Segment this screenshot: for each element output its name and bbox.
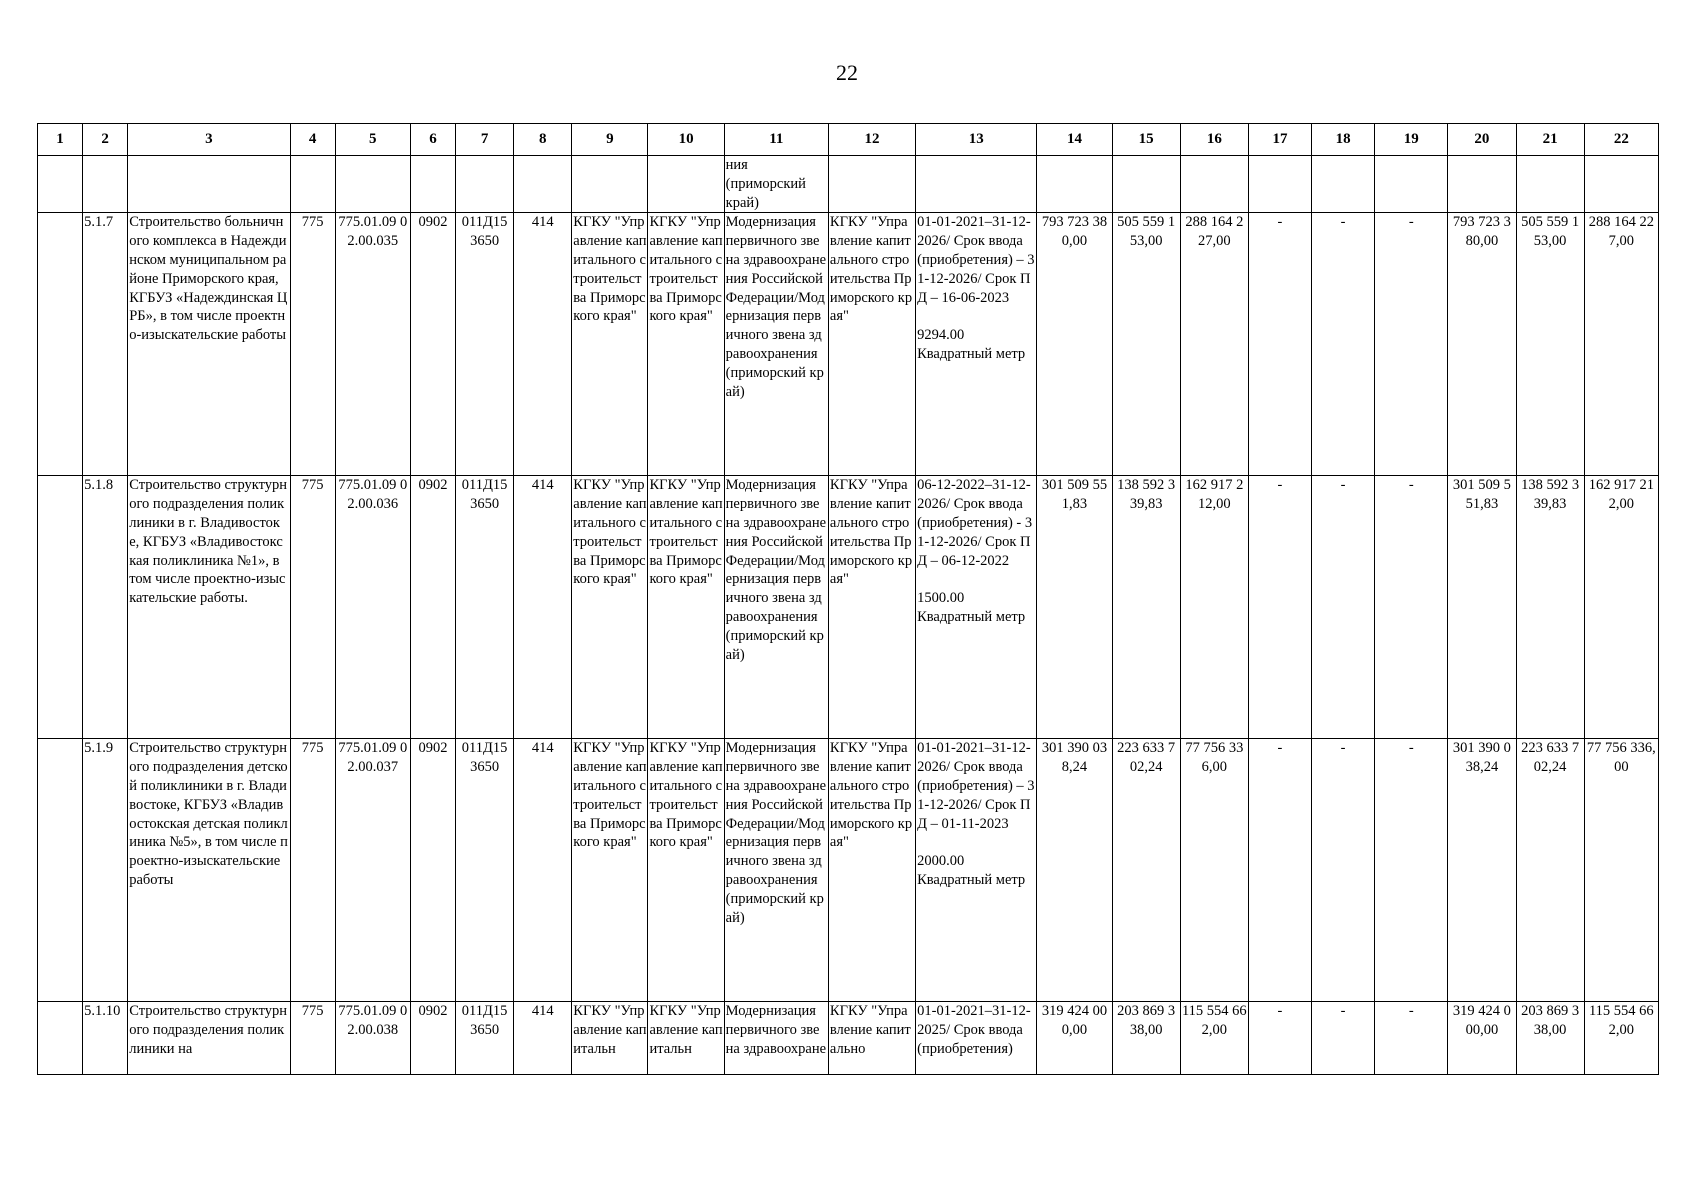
table-cell: [514, 739, 572, 1002]
table-cell: [290, 1002, 335, 1075]
table-cell: [1248, 156, 1311, 213]
header-cell: 3: [128, 124, 290, 156]
cell-text: -: [1408, 1003, 1414, 1020]
cell-text: 775: [301, 740, 324, 757]
table-cell: [648, 156, 724, 213]
table-cell: [1037, 476, 1112, 739]
cell-text: 775.01.09 02.00.038: [338, 1003, 408, 1039]
header-cell: 4: [290, 124, 335, 156]
table-cell: [572, 739, 648, 1002]
cell-text: 203 869 338,00: [1521, 1003, 1580, 1039]
header-cell: 5: [335, 124, 410, 156]
continuation-row: [38, 156, 1659, 213]
header-cell: 10: [648, 124, 724, 156]
table-cell: [1037, 739, 1112, 1002]
cell-text: 01-01-2021–31-12-2026/ Срок ввода (приобретения) – 31-12-2026/ Срок ПД – 16-06-2023 9294.00 Квадратный метр: [917, 214, 1035, 362]
cell-text: -: [1340, 214, 1346, 231]
cell-text: ния (приморский край): [725, 157, 806, 211]
header-cell: 13: [916, 124, 1037, 156]
table-cell: [1112, 156, 1180, 213]
table-cell: [724, 156, 828, 213]
table-cell: [1584, 476, 1658, 739]
table-cell: [410, 739, 455, 1002]
table-cell: [916, 213, 1037, 476]
table-cell: [514, 1002, 572, 1075]
cell-text: Строительство структурного подразделения детской поликлиники в г. Владивостоке, КГБУЗ «Владивостокская детская поликлиника №5», в том числе проектно-изыскательские работы: [129, 740, 288, 888]
table-cell: [335, 739, 410, 1002]
cell-text: КГКУ "Управление капитальн: [573, 1003, 647, 1057]
table-cell: [572, 476, 648, 739]
table-row: [38, 213, 1659, 476]
table-cell: [128, 476, 290, 739]
header-cell: 17: [1248, 124, 1311, 156]
cell-text: 319 424 000,00: [1041, 1003, 1108, 1039]
table-cell: [456, 476, 514, 739]
header-cell: 16: [1180, 124, 1248, 156]
cell-text: 775: [301, 214, 324, 231]
table-cell: [128, 739, 290, 1002]
table-cell: [1180, 156, 1248, 213]
header-cell: 22: [1584, 124, 1658, 156]
table-cell: [1312, 156, 1375, 213]
cell-text: -: [1408, 477, 1414, 494]
table-cell: [828, 1002, 915, 1075]
cell-text: 115 554 662,00: [1588, 1003, 1654, 1039]
cell-text: Модернизация первичного звена здравоохранения Российской Федерации/Модернизация первичного звена здравоохранения (приморский край): [725, 214, 827, 400]
table-cell: [648, 213, 724, 476]
cell-text: 162 917 212,00: [1588, 477, 1654, 513]
header-cell: 9: [572, 124, 648, 156]
table-cell: [724, 1002, 828, 1075]
table-cell: [38, 739, 83, 1002]
table-cell: [1112, 1002, 1180, 1075]
cell-text: КГКУ "Управление капитального строительства Приморского края": [573, 740, 647, 851]
cell-text: -: [1277, 1003, 1283, 1020]
cell-text: 01-01-2021–31-12-2026/ Срок ввода (приобретения) – 31-12-2026/ Срок ПД – 01-11-2023 2000.00 Квадратный метр: [917, 740, 1035, 888]
cell-text: 5.1.10: [84, 1003, 121, 1020]
table-cell: [290, 213, 335, 476]
table-cell: [1248, 213, 1311, 476]
table-cell: [290, 476, 335, 739]
cell-text: Модернизация первичного звена здравоохранения Российской Федерации/Модернизация первичного звена здравоохранения (приморский край): [725, 740, 827, 926]
table-cell: [724, 476, 828, 739]
cell-text: Строительство структурного подразделения поликлиники в г. Владивостоке, КГБУЗ «Владивостокская поликлиника №1», в том числе проектно-изыскательские работы.: [129, 477, 288, 607]
cell-text: 775.01.09 02.00.035: [338, 214, 408, 250]
table-cell: [1448, 1002, 1516, 1075]
table-cell: [1448, 156, 1516, 213]
table-cell: [1516, 739, 1584, 1002]
cell-text: 0902: [418, 477, 448, 494]
table-cell: [1584, 739, 1658, 1002]
cell-text: -: [1277, 477, 1283, 494]
table-cell: [572, 1002, 648, 1075]
cell-text: 301 509 551,83: [1041, 477, 1108, 513]
cell-text: КГКУ "Управление капитального строительства Приморского края": [649, 477, 723, 588]
table-cell: [514, 476, 572, 739]
header-cell: 2: [83, 124, 128, 156]
cell-text: 775.01.09 02.00.037: [338, 740, 408, 776]
table-cell: [916, 156, 1037, 213]
header-cell: 11: [724, 124, 828, 156]
table-cell: [828, 156, 915, 213]
cell-text: 203 869 338,00: [1117, 1003, 1176, 1039]
header-cell: 14: [1037, 124, 1112, 156]
cell-text: 775.01.09 02.00.036: [338, 477, 408, 513]
header-row: [38, 124, 1659, 156]
table-row: [38, 1002, 1659, 1075]
table-cell: [1248, 739, 1311, 1002]
cell-text: 011Д15 3650: [461, 740, 511, 776]
cell-text: КГКУ "Управление капитального строительства Приморского края": [829, 740, 913, 851]
table-cell: [828, 213, 915, 476]
table-cell: [1375, 156, 1448, 213]
table-cell: [1516, 1002, 1584, 1075]
page-number: 22: [836, 60, 858, 85]
table-cell: [1584, 156, 1658, 213]
table-cell: [83, 213, 128, 476]
table-cell: [83, 156, 128, 213]
cell-text: 319 424 000,00: [1452, 1003, 1511, 1039]
header-cell: 8: [514, 124, 572, 156]
cell-text: 223 633 702,24: [1117, 740, 1176, 776]
table-cell: [1180, 476, 1248, 739]
cell-text: 775: [301, 1003, 324, 1020]
cell-text: 414: [531, 1003, 554, 1020]
header-cell: 15: [1112, 124, 1180, 156]
table-cell: [648, 476, 724, 739]
cell-text: 115 554 662,00: [1181, 1003, 1247, 1039]
table-cell: [724, 739, 828, 1002]
cell-text: 0902: [418, 1003, 448, 1020]
table-cell: [1112, 739, 1180, 1002]
header-cell: 21: [1516, 124, 1584, 156]
table-cell: [572, 213, 648, 476]
cell-text: -: [1340, 477, 1346, 494]
table-cell: [572, 156, 648, 213]
cell-text: 011Д15 3650: [461, 1003, 511, 1039]
table-cell: [128, 156, 290, 213]
cell-text: 162 917 212,00: [1185, 477, 1244, 513]
cell-text: 414: [531, 214, 554, 231]
table-cell: [1516, 156, 1584, 213]
table-cell: [1312, 1002, 1375, 1075]
table-cell: [1448, 213, 1516, 476]
cell-text: 793 723 380,00: [1041, 214, 1108, 250]
cell-text: -: [1277, 740, 1283, 757]
table-cell: [1584, 1002, 1658, 1075]
cell-text: 138 592 339,83: [1117, 477, 1176, 513]
cell-text: -: [1408, 214, 1414, 231]
cell-text: 0902: [418, 214, 448, 231]
cell-text: -: [1277, 214, 1283, 231]
table-cell: [83, 739, 128, 1002]
table-cell: [828, 476, 915, 739]
cell-text: 5.1.7: [84, 214, 114, 231]
header-cell: 7: [456, 124, 514, 156]
table-cell: [456, 1002, 514, 1075]
table-cell: [1375, 476, 1448, 739]
table-cell: [290, 739, 335, 1002]
budget-table: [37, 123, 1659, 1075]
table-cell: [410, 1002, 455, 1075]
cell-text: 011Д15 3650: [461, 477, 511, 513]
cell-text: 5.1.9: [84, 740, 114, 757]
table-cell: [1248, 476, 1311, 739]
table-cell: [335, 156, 410, 213]
table-cell: [456, 156, 514, 213]
cell-text: 301 390 038,24: [1452, 740, 1511, 776]
table-cell: [1112, 476, 1180, 739]
table-cell: [916, 739, 1037, 1002]
header-cell: 1: [38, 124, 83, 156]
cell-text: 301 509 551,83: [1452, 477, 1511, 513]
cell-text: 223 633 702,24: [1521, 740, 1580, 776]
table-cell: [335, 213, 410, 476]
cell-text: Строительство структурного подразделения поликлиники на: [129, 1003, 288, 1057]
table-cell: [1375, 1002, 1448, 1075]
table-cell: [828, 739, 915, 1002]
header-cell: 18: [1312, 124, 1375, 156]
cell-text: 138 592 339,83: [1521, 477, 1580, 513]
table-cell: [410, 213, 455, 476]
cell-text: Модернизация первичного звена здравоохранения Российской Федерации/Модернизация первичного звена здравоохранения (приморский край): [725, 477, 827, 663]
cell-text: 288 164 227,00: [1588, 214, 1654, 250]
table-cell: [724, 213, 828, 476]
table-cell: [916, 476, 1037, 739]
header-cell: 20: [1448, 124, 1516, 156]
table-cell: [128, 1002, 290, 1075]
table-cell: [410, 156, 455, 213]
cell-text: 77 756 336,00: [1586, 740, 1656, 776]
table-cell: [1037, 213, 1112, 476]
header-cell: 12: [828, 124, 915, 156]
table-row: [38, 739, 1659, 1002]
table-cell: [1180, 739, 1248, 1002]
table-cell: [456, 213, 514, 476]
table-cell: [514, 213, 572, 476]
table-cell: [1516, 476, 1584, 739]
table-cell: [335, 1002, 410, 1075]
cell-text: КГКУ "Управление капитального строительства Приморского края": [649, 214, 723, 325]
table-cell: [290, 156, 335, 213]
table-cell: [38, 156, 83, 213]
cell-text: КГКУ "Управление капитального строительства Приморского края": [829, 477, 913, 588]
table-cell: [1375, 213, 1448, 476]
cell-text: КГКУ "Управление капитально: [829, 1003, 911, 1057]
cell-text: КГКУ "Управление капитального строительства Приморского края": [829, 214, 913, 325]
header-cell: 6: [410, 124, 455, 156]
cell-text: 793 723 380,00: [1452, 214, 1511, 250]
table-cell: [1312, 476, 1375, 739]
cell-text: КГКУ "Управление капитального строительства Приморского края": [573, 477, 647, 588]
table-cell: [128, 213, 290, 476]
table-cell: [1312, 739, 1375, 1002]
table-cell: [335, 476, 410, 739]
cell-text: 77 756 336,00: [1185, 740, 1244, 776]
table-cell: [1112, 213, 1180, 476]
cell-text: КГКУ "Управление капитального строительства Приморского края": [573, 214, 647, 325]
table-cell: [1180, 213, 1248, 476]
cell-text: -: [1408, 740, 1414, 757]
cell-text: -: [1340, 740, 1346, 757]
table-row: [38, 476, 1659, 739]
cell-text: КГКУ "Управление капитального строительства Приморского края": [649, 740, 723, 851]
table-cell: [1375, 739, 1448, 1002]
table-cell: [38, 1002, 83, 1075]
cell-text: 505 559 153,00: [1117, 214, 1176, 250]
header-cell: 19: [1375, 124, 1448, 156]
cell-text: Модернизация первичного звена здравоохране: [725, 1003, 827, 1057]
cell-text: 505 559 153,00: [1521, 214, 1580, 250]
table-cell: [1312, 213, 1375, 476]
table-cell: [83, 476, 128, 739]
table-cell: [1180, 1002, 1248, 1075]
table-cell: [648, 1002, 724, 1075]
cell-text: 414: [531, 477, 554, 494]
table-cell: [1037, 156, 1112, 213]
cell-text: 775: [301, 477, 324, 494]
cell-text: 0902: [418, 740, 448, 757]
table-cell: [1516, 213, 1584, 476]
table-cell: [916, 1002, 1037, 1075]
table-cell: [410, 476, 455, 739]
cell-text: 414: [531, 740, 554, 757]
table-cell: [1584, 213, 1658, 476]
cell-text: 011Д15 3650: [461, 214, 511, 250]
table-cell: [648, 739, 724, 1002]
cell-text: КГКУ "Управление капитальн: [649, 1003, 723, 1057]
cell-text: 288 164 227,00: [1185, 214, 1244, 250]
cell-text: 5.1.8: [84, 477, 114, 494]
cell-text: Строительство больничного комплекса в Надеждинском муниципальном районе Приморского края, КГБУЗ «Надеждинская ЦРБ», в том числе проектно-изыскательские работы: [129, 214, 288, 344]
table-cell: [1448, 739, 1516, 1002]
table-cell: [1448, 476, 1516, 739]
table-cell: [1037, 1002, 1112, 1075]
table-cell: [514, 156, 572, 213]
table-cell: [1248, 1002, 1311, 1075]
table-cell: [38, 476, 83, 739]
cell-text: 06-12-2022–31-12-2026/ Срок ввода (приобретения) - 31-12-2026/ Срок ПД – 06-12-2022 1500.00 Квадратный метр: [917, 477, 1033, 625]
table-cell: [456, 739, 514, 1002]
table-cell: [38, 213, 83, 476]
cell-text: 01-01-2021–31-12-2025/ Срок ввода (приобретения): [917, 1003, 1031, 1057]
cell-text: 301 390 038,24: [1041, 740, 1108, 776]
table-cell: [83, 1002, 128, 1075]
cell-text: -: [1340, 1003, 1346, 1020]
